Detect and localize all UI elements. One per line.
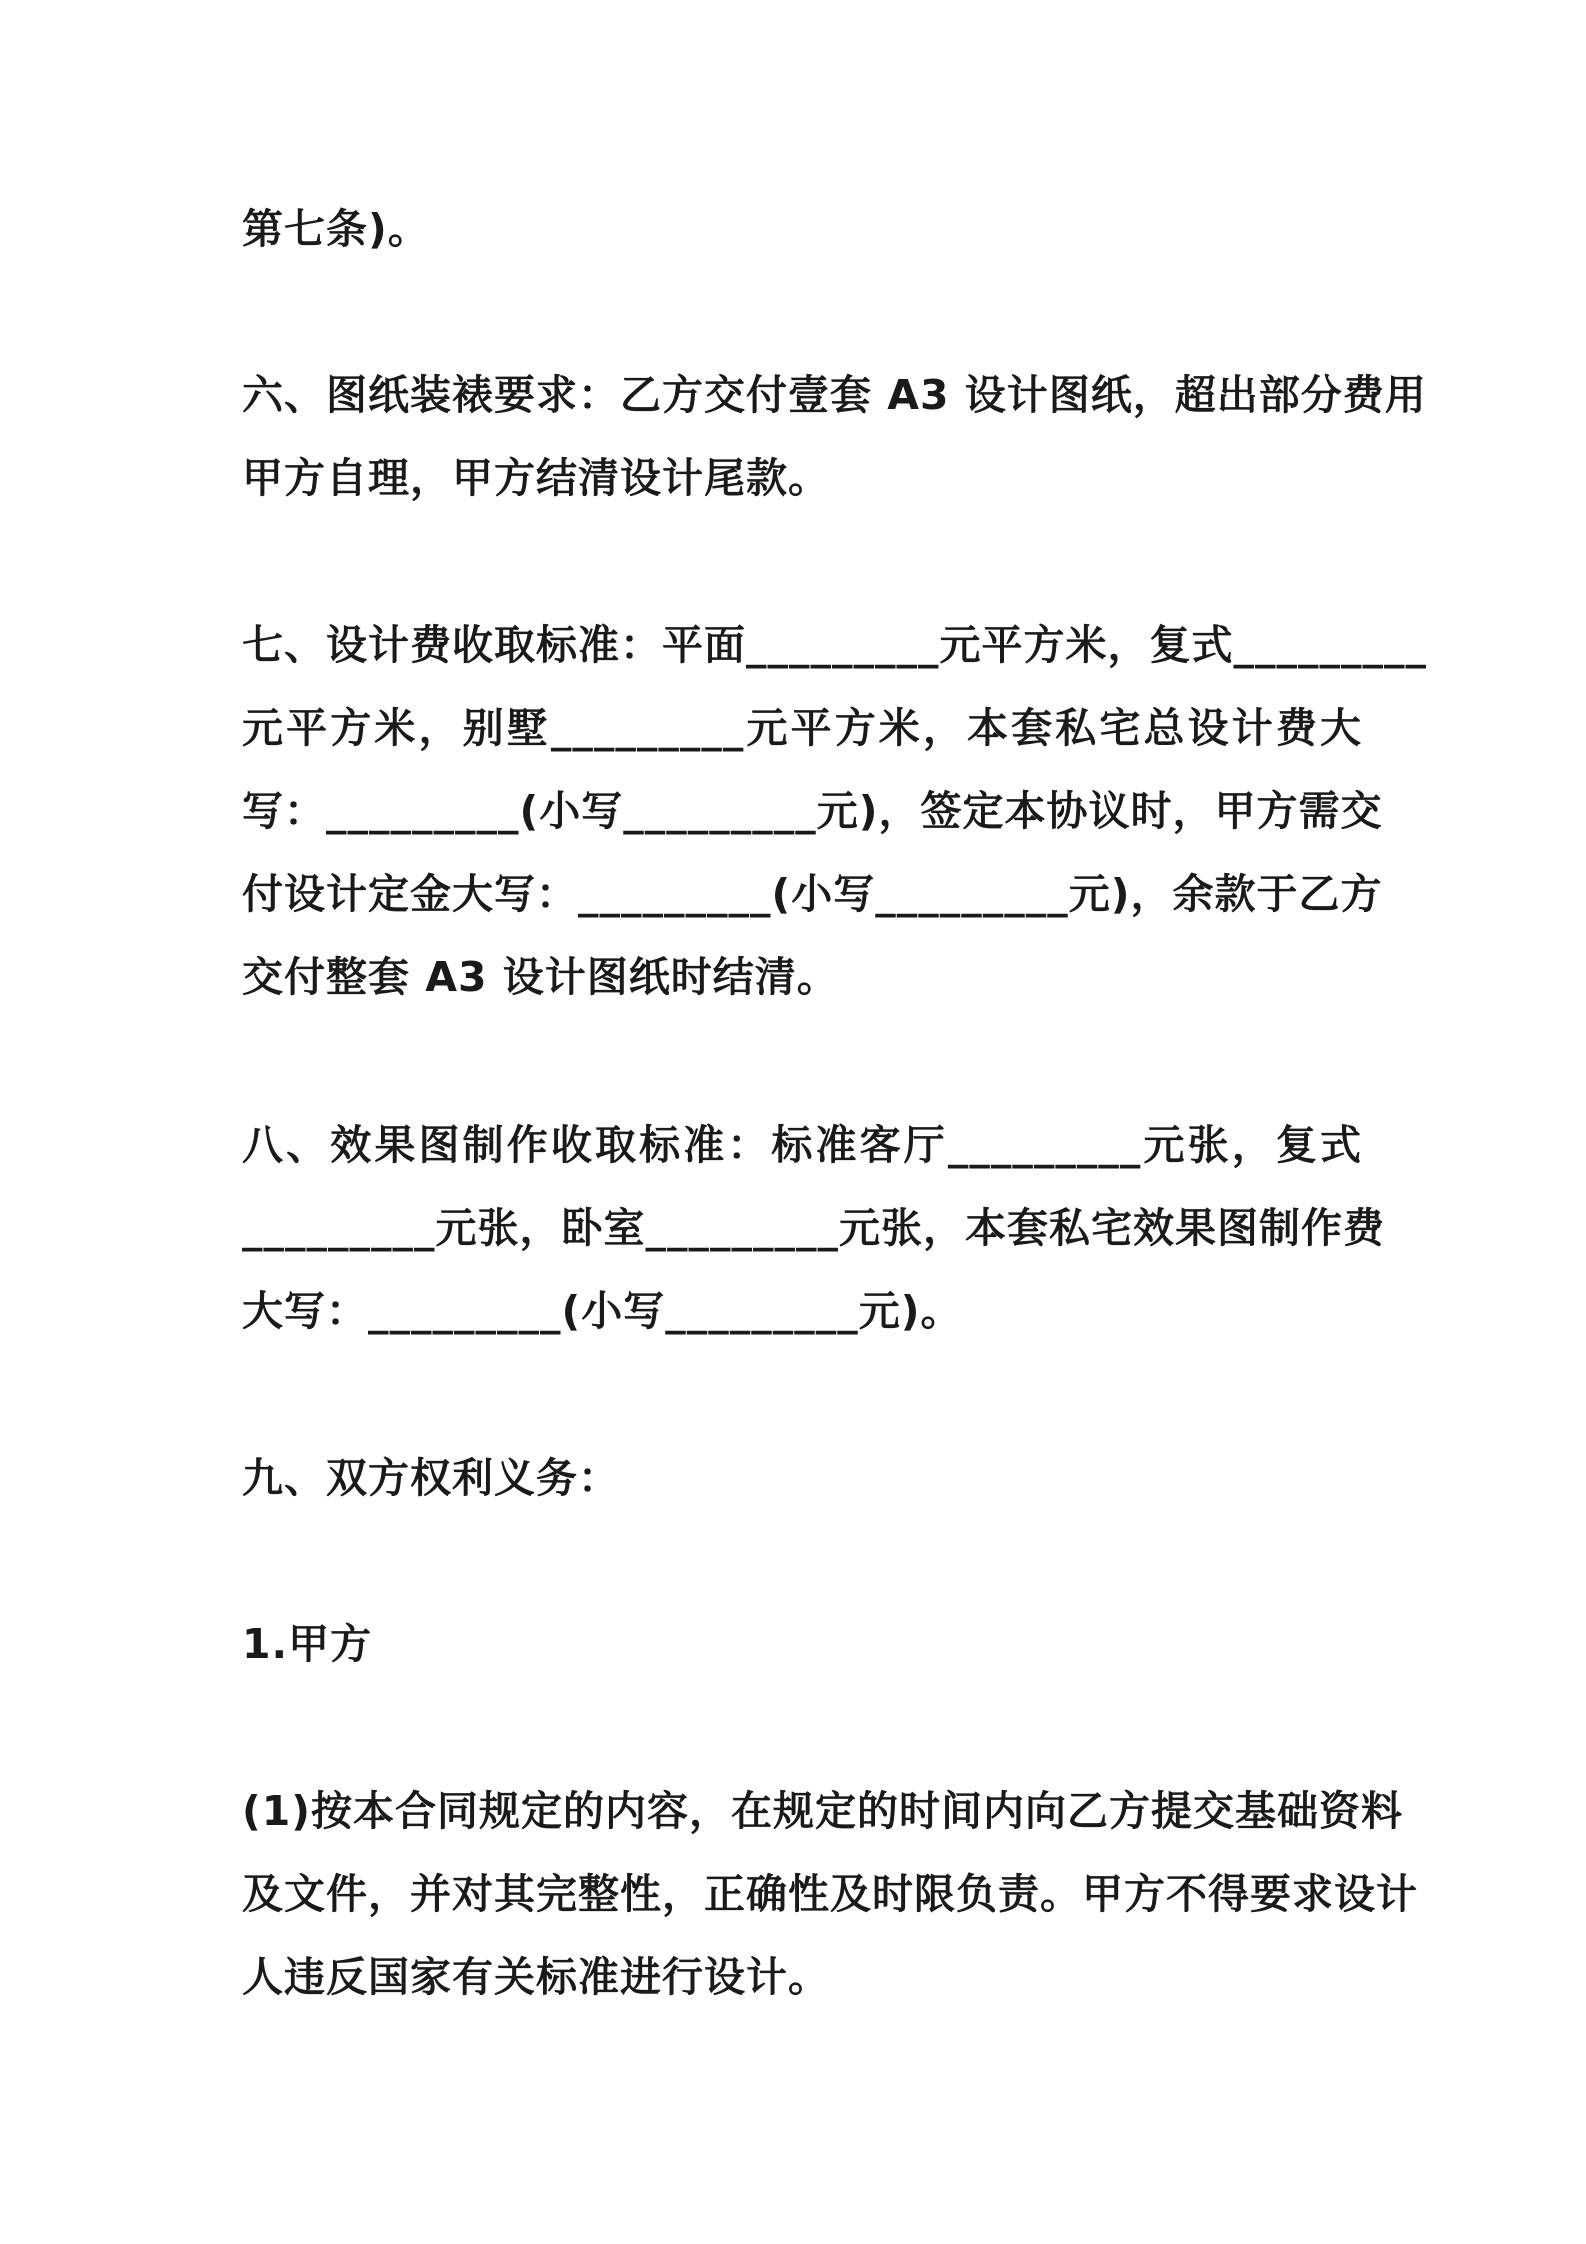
text-line: 第七条)。 [242, 205, 430, 253]
text-line: 九、双方权利义务： [242, 1454, 620, 1502]
text-line: 大写：_________(小写_________元)。 [242, 1287, 963, 1335]
text-line: 七、设计费收取标准：平面_________元平方米，复式_________ [242, 621, 1427, 669]
text-line: 六、图纸装裱要求：乙方交付壹套 A3 设计图纸，超出部分费用 [242, 371, 1427, 419]
paragraph-party-a-item-1 [242, 1770, 1418, 2019]
paragraph-clause-6 [242, 354, 1427, 520]
paragraph-clause-9-heading [242, 1437, 1362, 1520]
text-line: _________元张，卧室_________元张，本套私宅效果图制作费 [242, 1204, 1385, 1252]
paragraph-clause-5-tail [242, 188, 1362, 271]
paragraph-clause-7 [242, 604, 1427, 1019]
text-line: 及文件，并对其完整性，正确性及时限负责。甲方不得要求设计 [242, 1870, 1418, 1918]
text-line: (1)按本合同规定的内容，在规定的时间内向乙方提交基础资料 [242, 1787, 1404, 1835]
text-line: 写：_________(小写_________元)，签定本协议时，甲方需交 [242, 787, 1383, 835]
paragraph-clause-8 [242, 1104, 1385, 1353]
text-line: 八、效果图制作收取标准：标准客厅_________元张，复式 [242, 1121, 1362, 1169]
paragraph-party-a-heading [242, 1603, 1362, 1686]
text-line: 付设计定金大写：_________(小写_________元)，余款于乙方 [242, 870, 1383, 918]
text-line: 甲方自理，甲方结清设计尾款。 [242, 454, 830, 502]
text-line: 1.甲方 [242, 1620, 373, 1668]
text-line: 交付整套 A3 设计图纸时结清。 [242, 953, 839, 1001]
text-line: 元平方米，别墅_________元平方米，本套私宅总设计费大 [242, 704, 1362, 752]
text-line: 人违反国家有关标准进行设计。 [242, 1953, 830, 2001]
